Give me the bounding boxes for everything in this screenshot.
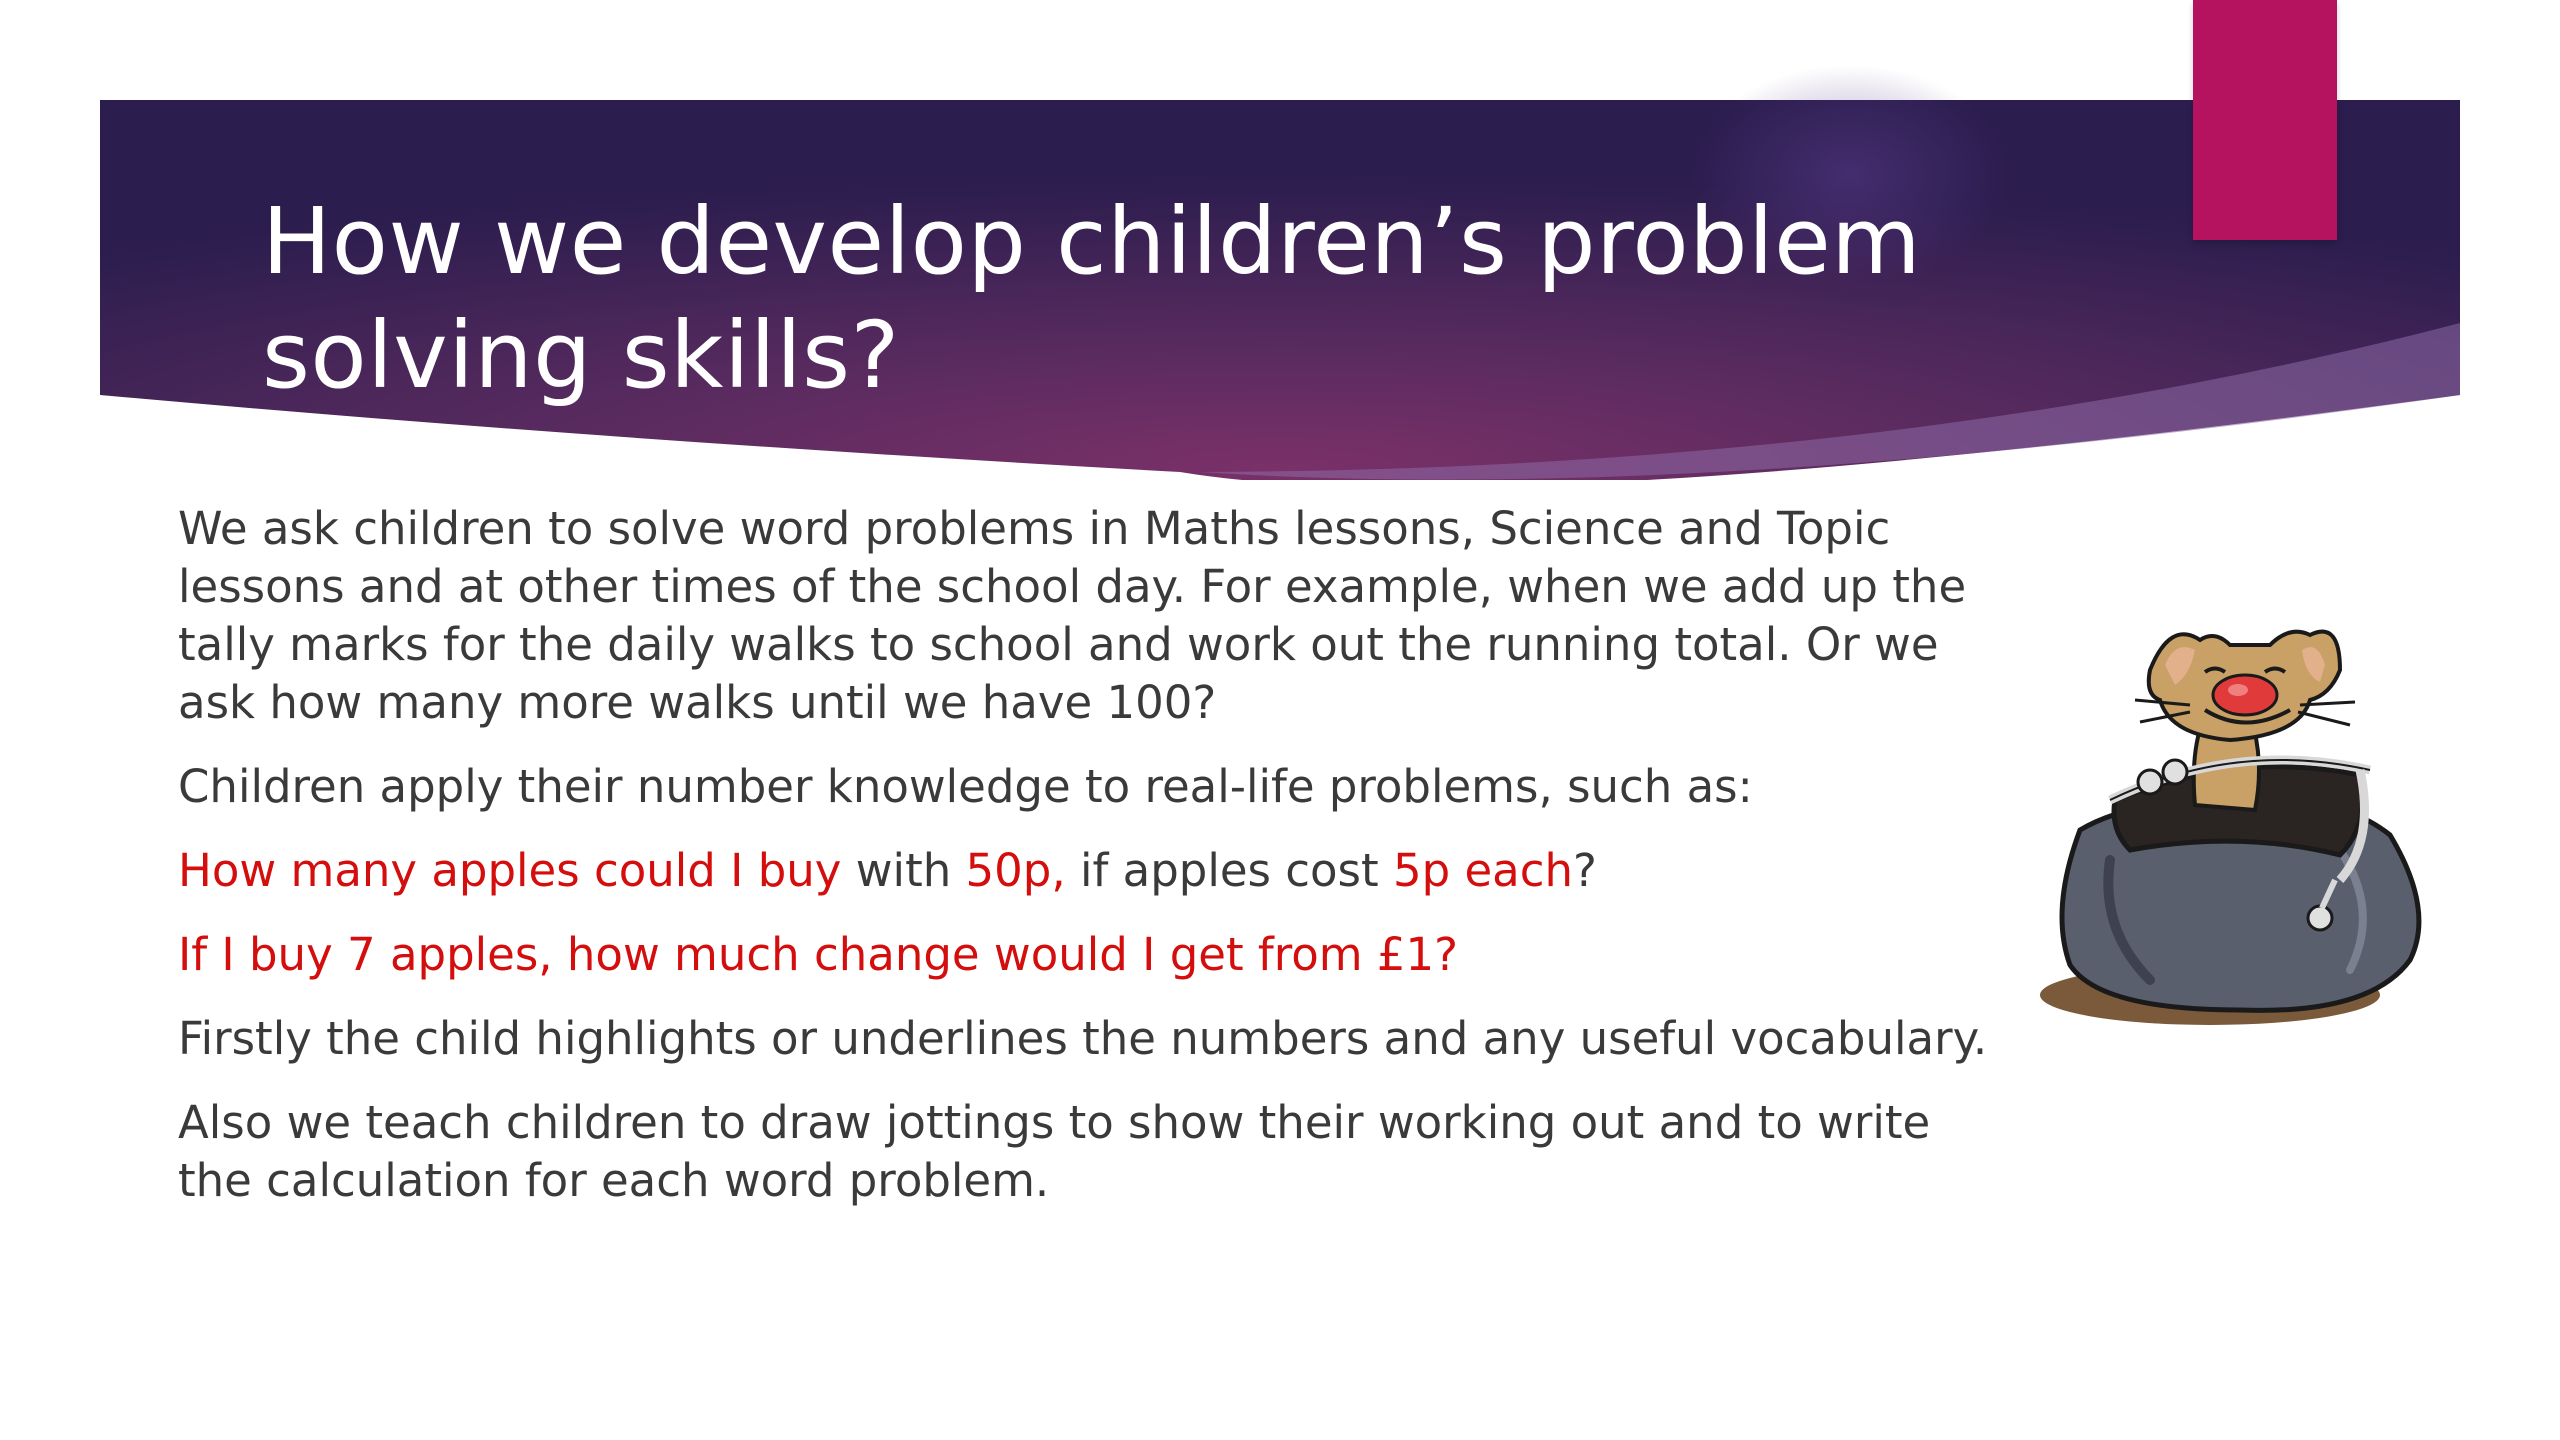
slide-title: How we develop children’s problem solving skills? bbox=[262, 188, 1922, 409]
slide-body bbox=[178, 500, 2008, 1236]
example1-part3: 50p, bbox=[965, 844, 1066, 897]
example-question-2: If I buy 7 apples, how much change would I get from £1? bbox=[178, 928, 1459, 981]
example1-part6: ? bbox=[1572, 844, 1597, 897]
paragraph-real-life: Children apply their number knowledge to real-life problems, such as: bbox=[178, 760, 1753, 813]
example1-part5: 5p each bbox=[1392, 844, 1573, 897]
example-question-1 bbox=[178, 842, 2008, 900]
example1-part2: with bbox=[841, 844, 966, 897]
paragraph-highlight: Firstly the child highlights or underlines the numbers and any useful vocabulary. bbox=[178, 1012, 1988, 1065]
mouse-in-purse-icon bbox=[2040, 610, 2430, 1030]
accent-tab bbox=[2193, 0, 2337, 240]
example1-part1: How many apples could I buy bbox=[178, 844, 842, 897]
example1-part4: if apples cost bbox=[1065, 844, 1393, 897]
paragraph-jottings: Also we teach children to draw jottings to show their working out and to write the calculation for each word problem. bbox=[178, 1096, 1931, 1207]
paragraph-word-problems: We ask children to solve word problems in Maths lessons, Science and Topic lessons and at other times of the school day. For example, when we add up the tally marks for the daily walks to school and work out the running total. Or we ask how many more walks until we have 100? bbox=[178, 502, 1967, 729]
